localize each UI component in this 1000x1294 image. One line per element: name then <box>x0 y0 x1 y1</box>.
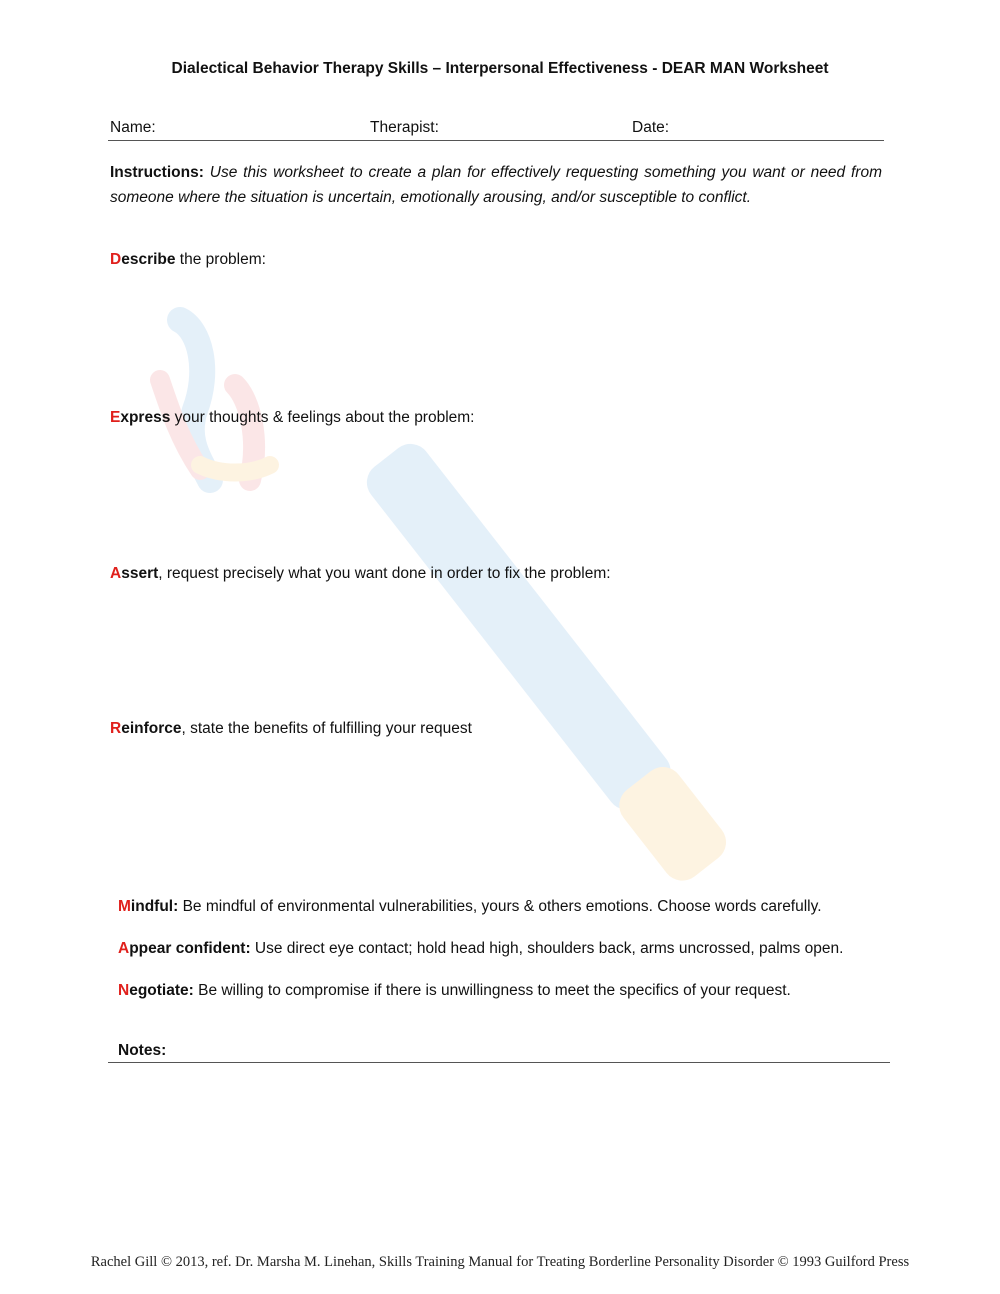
section-initial: E <box>110 409 121 426</box>
watermark-diagonal-wordmark <box>359 436 734 889</box>
notes-divider <box>108 1062 890 1063</box>
tip-initial: M <box>118 898 131 915</box>
tip-text: Be mindful of environmental vulnerabilities, yours & others emotions. Choose words carefully. <box>178 898 822 915</box>
section-keyword: ssert <box>121 565 159 582</box>
tip-initial: N <box>118 982 130 999</box>
tip-mindful <box>118 898 822 916</box>
section-prompt: the problem: <box>175 251 266 268</box>
section-keyword: escribe <box>121 251 176 268</box>
section-prompt: your thoughts & feelings about the problem: <box>170 409 475 426</box>
section-initial: D <box>110 251 122 268</box>
watermark-logo <box>140 290 880 990</box>
tip-label: indful: <box>130 898 179 915</box>
section-keyword: xpress <box>120 409 171 426</box>
date-field-label[interactable]: Date: <box>632 119 670 136</box>
section-initial: R <box>110 720 122 737</box>
tip-initial: A <box>118 940 130 957</box>
footer-citation: Rachel Gill © 2013, ref. Dr. Marsha M. Linehan, Skills Training Manual for Treating Borderline Personality Disorder © 1993 Guilford Press <box>90 1254 910 1270</box>
tip-text: Use direct eye contact; hold head high, shoulders back, arms uncrossed, palms open. <box>250 940 844 957</box>
instructions-lead: Instructions: <box>110 164 204 181</box>
instructions-text: Use this worksheet to create a plan for effectively requesting something you want or need from someone where the situation is uncertain, emotionally arousing, and/or susceptible to conflict. <box>110 164 882 206</box>
worksheet-title: Dialectical Behavior Therapy Skills – Interpersonal Effectiveness - DEAR MAN Worksheet <box>171 60 829 77</box>
section-initial: A <box>110 565 122 582</box>
section-express[interactable] <box>110 409 475 427</box>
section-prompt: , request precisely what you want done in order to fix the problem: <box>158 565 611 582</box>
section-keyword: einforce <box>121 720 182 737</box>
tip-label: ppear confident: <box>129 940 251 957</box>
tip-label: egotiate: <box>129 982 194 999</box>
watermark-pencil-mark <box>160 320 270 480</box>
therapist-field-label[interactable]: Therapist: <box>370 119 439 136</box>
section-prompt: , state the benefits of fulfilling your request <box>181 720 472 737</box>
section-reinforce[interactable] <box>110 720 472 738</box>
tip-appear-confident <box>118 940 843 958</box>
instructions-block <box>110 160 882 210</box>
notes-label[interactable]: Notes: <box>118 1042 167 1059</box>
header-divider <box>108 140 884 141</box>
section-describe[interactable] <box>110 251 266 269</box>
name-field-label[interactable]: Name: <box>110 119 156 136</box>
tip-negotiate <box>118 982 791 1000</box>
tip-text: Be willing to compromise if there is unwillingness to meet the specifics of your request. <box>193 982 791 999</box>
section-assert[interactable] <box>110 565 611 583</box>
